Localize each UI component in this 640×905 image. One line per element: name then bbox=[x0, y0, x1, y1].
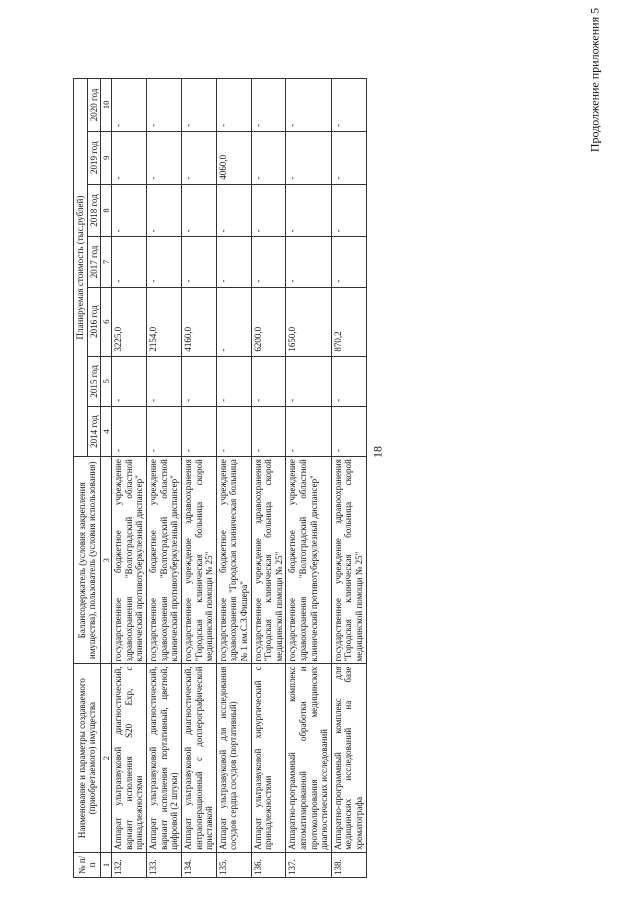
item-name: Аппарат ультразвуковой для исследования сосудов сердца сосудов (портативный) bbox=[216, 664, 251, 852]
table-row bbox=[147, 79, 182, 878]
table-row bbox=[286, 79, 331, 878]
year-value: - bbox=[112, 131, 147, 184]
year-value: - bbox=[331, 184, 366, 237]
col-number: 10 bbox=[101, 79, 112, 132]
table-row bbox=[112, 79, 147, 878]
year-value: - bbox=[112, 356, 147, 406]
rotated-table-container bbox=[73, 78, 563, 878]
year-value: - bbox=[286, 79, 331, 132]
year-value: - bbox=[147, 79, 182, 132]
year-value: - bbox=[331, 406, 366, 456]
item-holder: государственное учреждение здравоохранения "Городская клиническая больница скорой медицинской помощи № 25" bbox=[251, 457, 286, 664]
header-no: № п/п bbox=[74, 852, 101, 877]
year-value: 2154,0 bbox=[147, 287, 182, 356]
col-number: 4 bbox=[101, 406, 112, 456]
year-value: - bbox=[216, 184, 251, 237]
header-2015: 2015 год bbox=[87, 356, 101, 406]
table-row bbox=[331, 79, 366, 878]
year-value: - bbox=[181, 237, 216, 287]
year-value: - bbox=[251, 406, 286, 456]
year-value: - bbox=[147, 237, 182, 287]
item-name: Аппарат ультразвуковой диагностический, интраоперационный с доплерографической приставкой bbox=[181, 664, 216, 852]
year-value: - bbox=[251, 79, 286, 132]
col-number: 2 bbox=[101, 664, 112, 852]
year-value: 870,2 bbox=[331, 287, 366, 356]
item-name: Аппарат ультразвуковой диагностический, вариант исполнения S20 Exp, с принадлежностями bbox=[112, 664, 147, 852]
year-value: - bbox=[112, 237, 147, 287]
item-name: Аппарат ультразвуковой хирургический с принадлежностями bbox=[251, 664, 286, 852]
item-holder: государственное учреждение здравоохранения "Городская клиническая больница скорой медицинской помощи № 25" bbox=[181, 457, 216, 664]
header-cost: Планируемая стоимость (тыс.рублей) bbox=[74, 79, 88, 457]
year-value: - bbox=[147, 406, 182, 456]
page-number: 18 bbox=[370, 446, 385, 458]
year-value: - bbox=[181, 79, 216, 132]
year-value: - bbox=[216, 237, 251, 287]
item-holder: государственное бюджетное учреждение здравоохранения "Волгоградский областной клинический противотуберкулезный диспансер" bbox=[286, 457, 331, 664]
row-number: 135. bbox=[216, 852, 251, 877]
table-row bbox=[251, 79, 286, 878]
header-2019: 2019 год bbox=[87, 131, 101, 184]
col-number: 9 bbox=[101, 131, 112, 184]
col-number: 3 bbox=[101, 457, 112, 664]
row-number: 137. bbox=[286, 852, 331, 877]
year-value: - bbox=[331, 356, 366, 406]
table-body bbox=[112, 79, 366, 878]
col-number: 5 bbox=[101, 356, 112, 406]
year-value: - bbox=[216, 79, 251, 132]
year-value: - bbox=[286, 237, 331, 287]
header-holder: Балансодержатель (условия закрепления имущества), пользователь (условия использования) bbox=[74, 457, 101, 664]
col-number: 8 bbox=[101, 184, 112, 237]
item-holder: государственное бюджетное учреждение здравоохранения "Городская клиническая больница № 1 им.С.З.Фишера" bbox=[216, 457, 251, 664]
col-number: 7 bbox=[101, 237, 112, 287]
year-value: - bbox=[147, 131, 182, 184]
year-value: - bbox=[331, 237, 366, 287]
year-value: - bbox=[286, 184, 331, 237]
year-value: - bbox=[251, 237, 286, 287]
year-value: - bbox=[181, 131, 216, 184]
property-cost-table bbox=[73, 78, 367, 878]
year-value: - bbox=[112, 79, 147, 132]
item-name: Аппаратно-программный комплекс автоматизированной обработки и протоколирования медицинских диагностических исследований bbox=[286, 664, 331, 852]
col-number: 6 bbox=[101, 287, 112, 356]
col-number: 1 bbox=[101, 852, 112, 877]
appendix-continuation-title: Продолжение приложения 5 bbox=[587, 7, 602, 153]
year-value: - bbox=[216, 406, 251, 456]
header-2017: 2017 год bbox=[87, 237, 101, 287]
year-value: - bbox=[216, 287, 251, 356]
year-value: - bbox=[181, 356, 216, 406]
row-number: 133. bbox=[147, 852, 182, 877]
year-value: - bbox=[331, 131, 366, 184]
header-2018: 2018 год bbox=[87, 184, 101, 237]
row-number: 134. bbox=[181, 852, 216, 877]
year-value: 3225,0 bbox=[112, 287, 147, 356]
year-value: - bbox=[147, 184, 182, 237]
table-row bbox=[216, 79, 251, 878]
item-name: Аппарат ультразвуковой диагностический, вариант исполнения портативный, цветной, цифровой (2 штуки) bbox=[147, 664, 182, 852]
year-value: - bbox=[147, 356, 182, 406]
header-2014: 2014 год bbox=[87, 406, 101, 456]
year-value: - bbox=[286, 406, 331, 456]
row-number: 138. bbox=[331, 852, 366, 877]
year-value: - bbox=[251, 356, 286, 406]
item-holder: государственное бюджетное учреждение здравоохранения "Волгоградский областной клинический противотуберкулезный диспансер" bbox=[112, 457, 147, 664]
year-value: - bbox=[112, 406, 147, 456]
year-value: - bbox=[181, 184, 216, 237]
year-value: - bbox=[251, 131, 286, 184]
table-row bbox=[181, 79, 216, 878]
year-value: - bbox=[331, 79, 366, 132]
year-value: 1650,0 bbox=[286, 287, 331, 356]
year-value: - bbox=[216, 356, 251, 406]
header-2020: 2020 год bbox=[87, 79, 101, 132]
year-value: - bbox=[251, 184, 286, 237]
header-name: Наименование и параметры создаваемого (приобретаемого) имущества bbox=[74, 664, 101, 852]
year-value: - bbox=[286, 131, 331, 184]
year-value: 4160,0 bbox=[181, 287, 216, 356]
year-value: - bbox=[181, 406, 216, 456]
item-holder: государственное бюджетное учреждение здравоохранения "Волгоградский областной клинический противотуберкулезный диспансер" bbox=[147, 457, 182, 664]
row-number: 132. bbox=[112, 852, 147, 877]
year-value: 6200,0 bbox=[251, 287, 286, 356]
year-value: - bbox=[112, 184, 147, 237]
year-value: - bbox=[286, 356, 331, 406]
item-holder: государственное учреждение здравоохранения "Городская клиническая больница скорой медицинской помощи № 25" bbox=[331, 457, 366, 664]
item-name: Аппаратно-программный комплекс для медицинских исследований на базе хроматографа bbox=[331, 664, 366, 852]
header-2016: 2016 год bbox=[87, 287, 101, 356]
year-value: 4060,0 bbox=[216, 131, 251, 184]
row-number: 136. bbox=[251, 852, 286, 877]
